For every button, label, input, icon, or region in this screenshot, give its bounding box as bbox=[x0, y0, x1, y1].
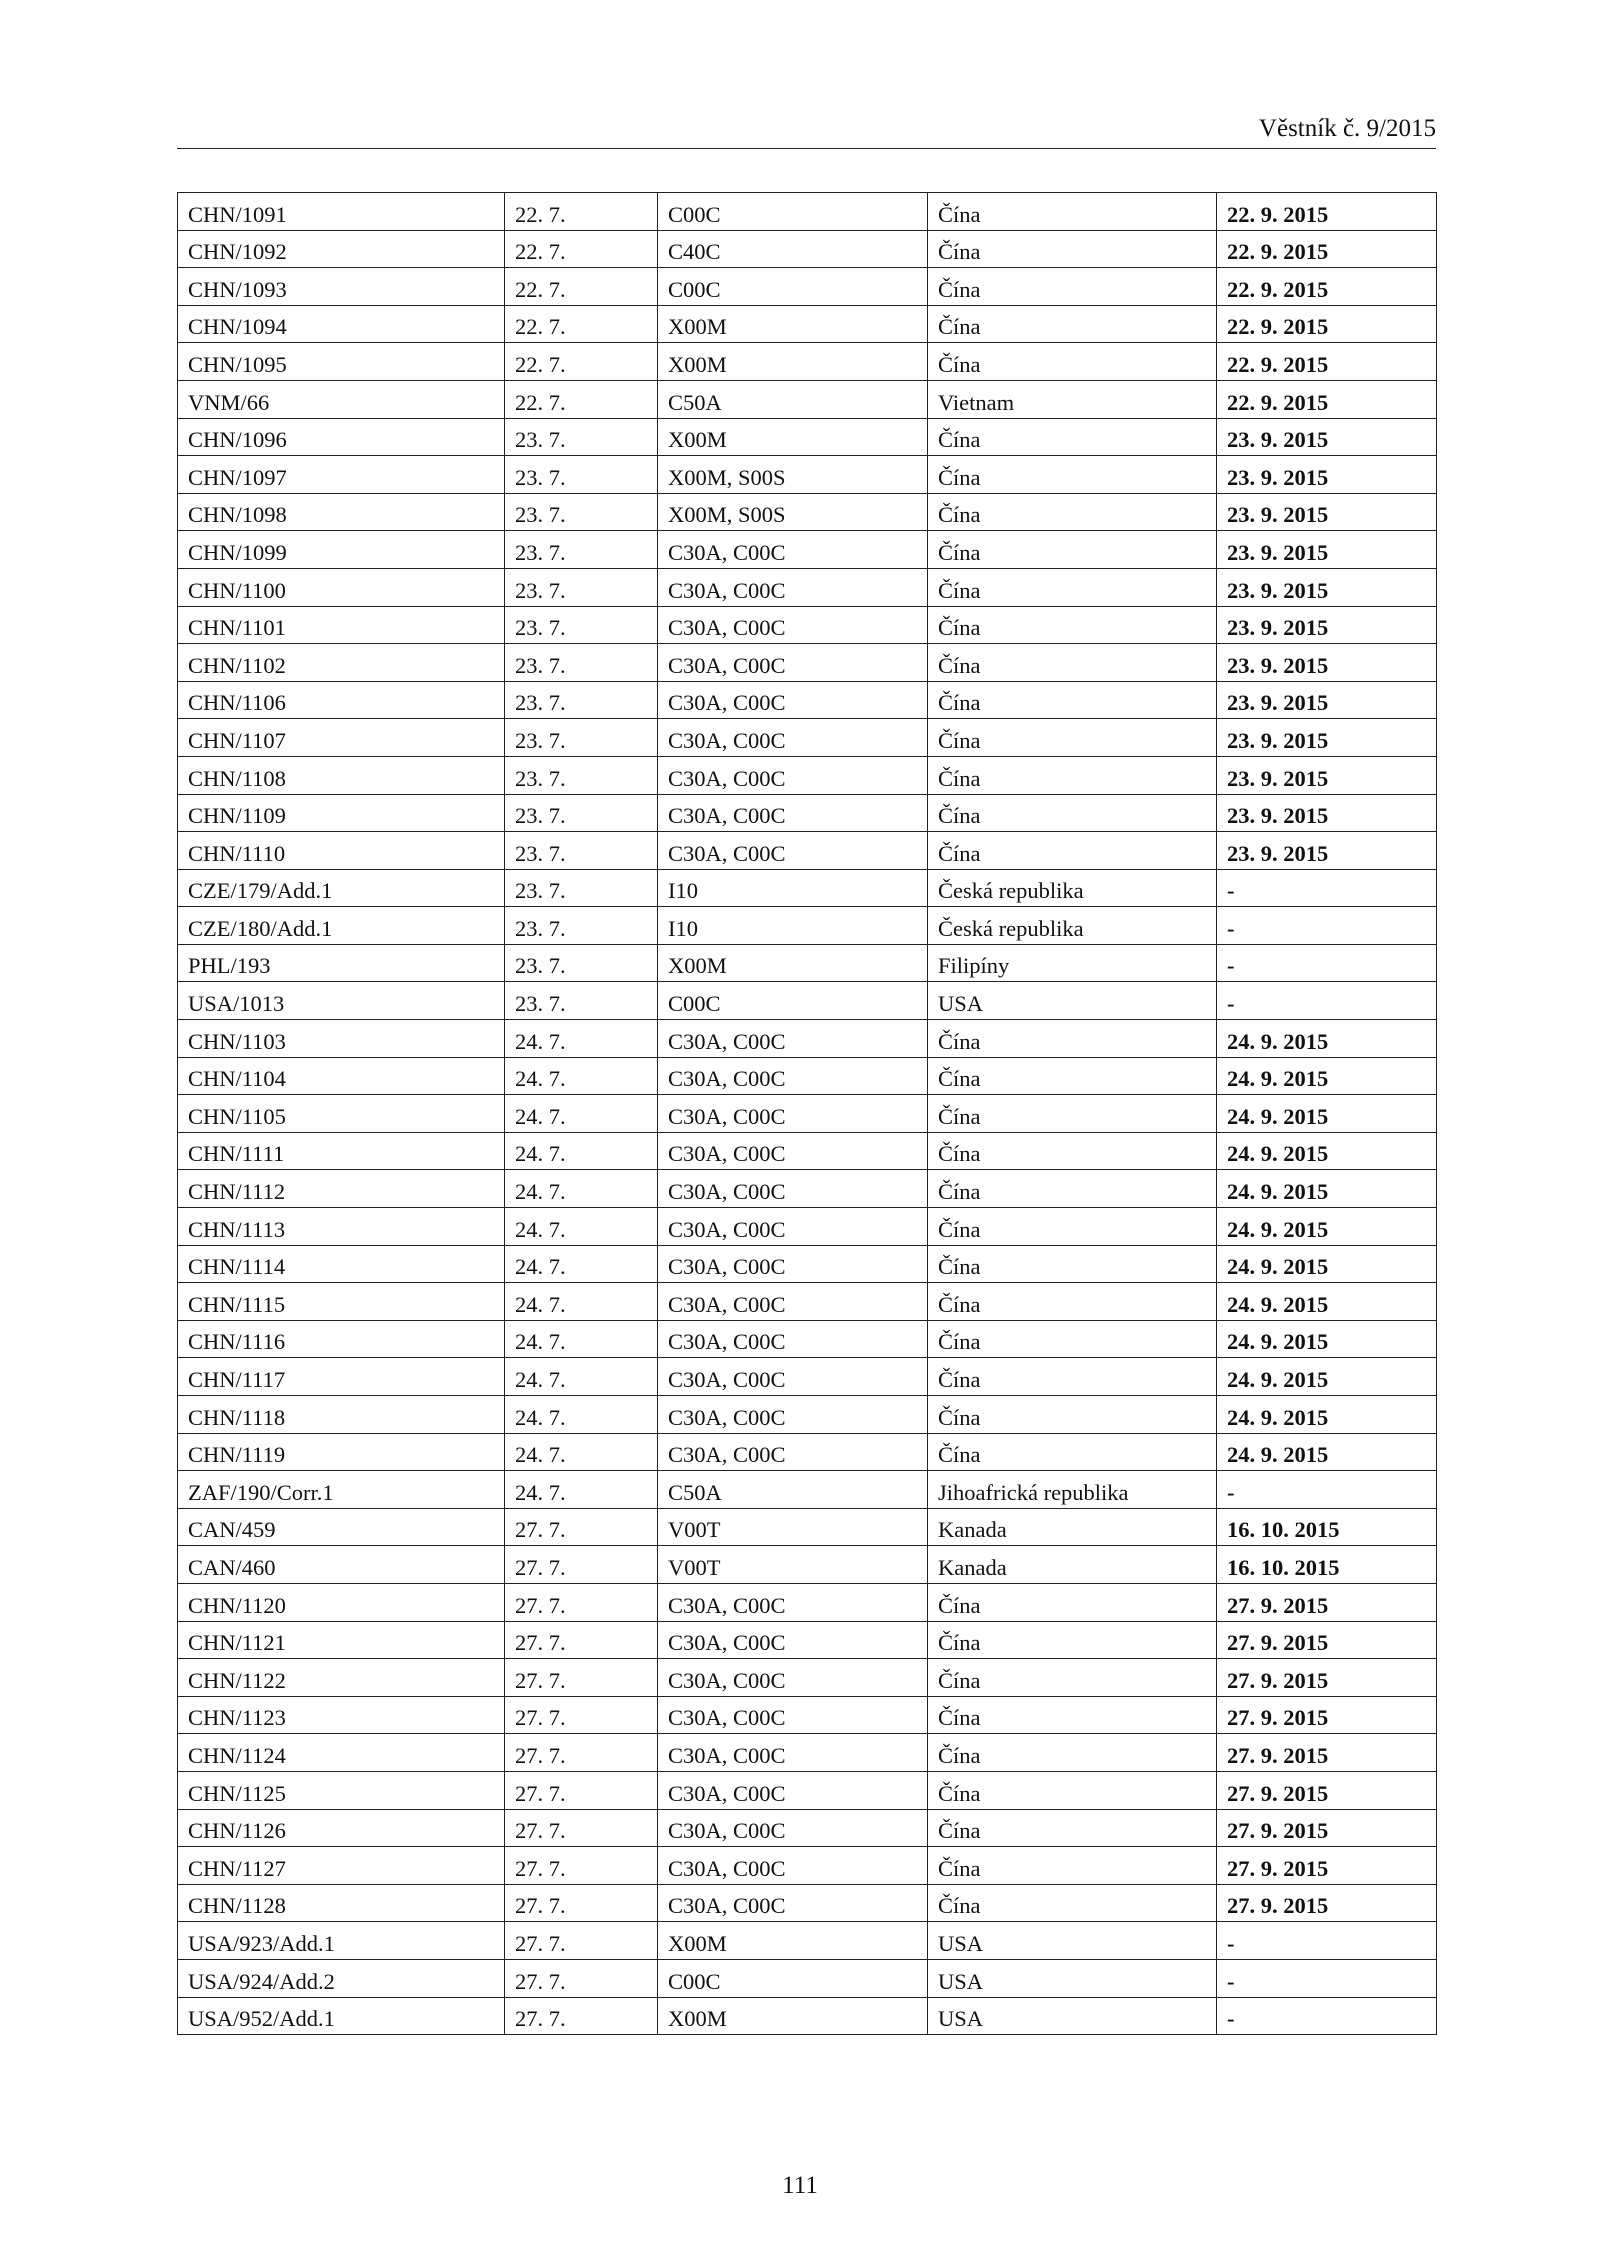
document-code-cell: CHN/1115 bbox=[178, 1283, 505, 1321]
deadline-cell: 24. 9. 2015 bbox=[1217, 1095, 1437, 1133]
document-code-cell: CHN/1114 bbox=[178, 1245, 505, 1283]
country-cell: USA bbox=[928, 1922, 1217, 1960]
country-cell: Čína bbox=[928, 568, 1217, 606]
product-code-cell: X00M bbox=[658, 944, 928, 982]
table-row bbox=[178, 1959, 1437, 1997]
product-code-cell: C30A, C00C bbox=[658, 1020, 928, 1058]
deadline-cell: 23. 9. 2015 bbox=[1217, 531, 1437, 569]
country-cell: USA bbox=[928, 1959, 1217, 1997]
table-row bbox=[178, 343, 1437, 381]
product-code-cell: C30A, C00C bbox=[658, 1132, 928, 1170]
product-code-cell: C30A, C00C bbox=[658, 1245, 928, 1283]
document-code-cell: CHN/1117 bbox=[178, 1358, 505, 1396]
product-code-cell: I10 bbox=[658, 907, 928, 945]
received-date-cell: 27. 7. bbox=[505, 1621, 658, 1659]
product-code-cell: C30A, C00C bbox=[658, 644, 928, 682]
product-code-cell: C30A, C00C bbox=[658, 832, 928, 870]
product-code-cell: C30A, C00C bbox=[658, 681, 928, 719]
product-code-cell: C30A, C00C bbox=[658, 1583, 928, 1621]
product-code-cell: X00M bbox=[658, 1997, 928, 2035]
document-code-cell: USA/952/Add.1 bbox=[178, 1997, 505, 2035]
product-code-cell: I10 bbox=[658, 869, 928, 907]
document-code-cell: USA/923/Add.1 bbox=[178, 1922, 505, 1960]
table-row bbox=[178, 1020, 1437, 1058]
product-code-cell: C00C bbox=[658, 193, 928, 231]
received-date-cell: 23. 7. bbox=[505, 756, 658, 794]
country-cell: Kanada bbox=[928, 1508, 1217, 1546]
product-code-cell: V00T bbox=[658, 1546, 928, 1584]
table-row bbox=[178, 230, 1437, 268]
received-date-cell: 27. 7. bbox=[505, 1546, 658, 1584]
document-code-cell: CHN/1126 bbox=[178, 1809, 505, 1847]
notifications-table bbox=[177, 192, 1437, 2035]
country-cell: Čína bbox=[928, 719, 1217, 757]
deadline-cell: - bbox=[1217, 982, 1437, 1020]
country-cell: Česká republika bbox=[928, 907, 1217, 945]
document-code-cell: CAN/460 bbox=[178, 1546, 505, 1584]
deadline-cell: 27. 9. 2015 bbox=[1217, 1583, 1437, 1621]
deadline-cell: 23. 9. 2015 bbox=[1217, 832, 1437, 870]
received-date-cell: 24. 7. bbox=[505, 1132, 658, 1170]
deadline-cell: 23. 9. 2015 bbox=[1217, 568, 1437, 606]
deadline-cell: 24. 9. 2015 bbox=[1217, 1132, 1437, 1170]
document-code-cell: VNM/66 bbox=[178, 380, 505, 418]
deadline-cell: 23. 9. 2015 bbox=[1217, 606, 1437, 644]
product-code-cell: X00M bbox=[658, 343, 928, 381]
document-code-cell: CHN/1123 bbox=[178, 1696, 505, 1734]
country-cell: Čína bbox=[928, 1208, 1217, 1246]
product-code-cell: C30A, C00C bbox=[658, 1847, 928, 1885]
table-row bbox=[178, 1208, 1437, 1246]
table-row bbox=[178, 982, 1437, 1020]
received-date-cell: 24. 7. bbox=[505, 1358, 658, 1396]
country-cell: Čína bbox=[928, 305, 1217, 343]
document-code-cell: CHN/1109 bbox=[178, 794, 505, 832]
deadline-cell: 24. 9. 2015 bbox=[1217, 1245, 1437, 1283]
table-row bbox=[178, 1997, 1437, 2035]
deadline-cell: 27. 9. 2015 bbox=[1217, 1696, 1437, 1734]
country-cell: Čína bbox=[928, 681, 1217, 719]
document-code-cell: CHN/1098 bbox=[178, 493, 505, 531]
deadline-cell: 24. 9. 2015 bbox=[1217, 1433, 1437, 1471]
document-code-cell: USA/924/Add.2 bbox=[178, 1959, 505, 1997]
received-date-cell: 24. 7. bbox=[505, 1057, 658, 1095]
table-row bbox=[178, 1358, 1437, 1396]
table-row bbox=[178, 794, 1437, 832]
country-cell: Čína bbox=[928, 1734, 1217, 1772]
document-code-cell: CHN/1093 bbox=[178, 268, 505, 306]
document-code-cell: CHN/1110 bbox=[178, 832, 505, 870]
received-date-cell: 27. 7. bbox=[505, 1997, 658, 2035]
country-cell: USA bbox=[928, 1997, 1217, 2035]
table-row bbox=[178, 1320, 1437, 1358]
table-row bbox=[178, 493, 1437, 531]
page-number: 111 bbox=[782, 2172, 818, 2199]
received-date-cell: 27. 7. bbox=[505, 1847, 658, 1885]
received-date-cell: 27. 7. bbox=[505, 1508, 658, 1546]
table-row bbox=[178, 1809, 1437, 1847]
table-row bbox=[178, 606, 1437, 644]
country-cell: Čína bbox=[928, 644, 1217, 682]
received-date-cell: 22. 7. bbox=[505, 268, 658, 306]
deadline-cell: 22. 9. 2015 bbox=[1217, 305, 1437, 343]
received-date-cell: 23. 7. bbox=[505, 907, 658, 945]
product-code-cell: C30A, C00C bbox=[658, 1809, 928, 1847]
document-code-cell: CHN/1116 bbox=[178, 1320, 505, 1358]
product-code-cell: X00M bbox=[658, 418, 928, 456]
table-row bbox=[178, 907, 1437, 945]
document-code-cell: CHN/1101 bbox=[178, 606, 505, 644]
received-date-cell: 23. 7. bbox=[505, 568, 658, 606]
country-cell: Čína bbox=[928, 493, 1217, 531]
country-cell: Čína bbox=[928, 1170, 1217, 1208]
country-cell: Čína bbox=[928, 193, 1217, 231]
country-cell: Kanada bbox=[928, 1546, 1217, 1584]
product-code-cell: X00M, S00S bbox=[658, 493, 928, 531]
country-cell: Čína bbox=[928, 531, 1217, 569]
country-cell: Vietnam bbox=[928, 380, 1217, 418]
country-cell: Čína bbox=[928, 1809, 1217, 1847]
received-date-cell: 27. 7. bbox=[505, 1922, 658, 1960]
product-code-cell: C30A, C00C bbox=[658, 1057, 928, 1095]
product-code-cell: C30A, C00C bbox=[658, 1771, 928, 1809]
table-row bbox=[178, 1508, 1437, 1546]
received-date-cell: 22. 7. bbox=[505, 380, 658, 418]
country-cell: Jihoafrická republika bbox=[928, 1471, 1217, 1509]
table-row bbox=[178, 719, 1437, 757]
deadline-cell: 22. 9. 2015 bbox=[1217, 230, 1437, 268]
received-date-cell: 27. 7. bbox=[505, 1884, 658, 1922]
product-code-cell: C30A, C00C bbox=[658, 1358, 928, 1396]
deadline-cell: 23. 9. 2015 bbox=[1217, 794, 1437, 832]
deadline-cell: - bbox=[1217, 1997, 1437, 2035]
deadline-cell: - bbox=[1217, 1471, 1437, 1509]
country-cell: Filipíny bbox=[928, 944, 1217, 982]
deadline-cell: 27. 9. 2015 bbox=[1217, 1771, 1437, 1809]
received-date-cell: 23. 7. bbox=[505, 606, 658, 644]
deadline-cell: 24. 9. 2015 bbox=[1217, 1208, 1437, 1246]
product-code-cell: C00C bbox=[658, 268, 928, 306]
country-cell: Čína bbox=[928, 1884, 1217, 1922]
table-row bbox=[178, 1471, 1437, 1509]
country-cell: Čína bbox=[928, 832, 1217, 870]
received-date-cell: 23. 7. bbox=[505, 418, 658, 456]
product-code-cell: C30A, C00C bbox=[658, 606, 928, 644]
table-row bbox=[178, 1922, 1437, 1960]
table-row bbox=[178, 531, 1437, 569]
table-row bbox=[178, 832, 1437, 870]
deadline-cell: 23. 9. 2015 bbox=[1217, 644, 1437, 682]
document-code-cell: CHN/1103 bbox=[178, 1020, 505, 1058]
deadline-cell: 24. 9. 2015 bbox=[1217, 1320, 1437, 1358]
product-code-cell: C30A, C00C bbox=[658, 1621, 928, 1659]
deadline-cell: 24. 9. 2015 bbox=[1217, 1020, 1437, 1058]
table-row bbox=[178, 681, 1437, 719]
product-code-cell: C30A, C00C bbox=[658, 1433, 928, 1471]
table-row bbox=[178, 568, 1437, 606]
table-row bbox=[178, 1771, 1437, 1809]
document-code-cell: CHN/1094 bbox=[178, 305, 505, 343]
received-date-cell: 27. 7. bbox=[505, 1771, 658, 1809]
document-code-cell: CHN/1119 bbox=[178, 1433, 505, 1471]
table-row bbox=[178, 1583, 1437, 1621]
received-date-cell: 24. 7. bbox=[505, 1396, 658, 1434]
deadline-cell: 22. 9. 2015 bbox=[1217, 193, 1437, 231]
table-row bbox=[178, 1884, 1437, 1922]
country-cell: Čína bbox=[928, 456, 1217, 494]
country-cell: Čína bbox=[928, 1659, 1217, 1697]
received-date-cell: 22. 7. bbox=[505, 230, 658, 268]
deadline-cell: 16. 10. 2015 bbox=[1217, 1508, 1437, 1546]
table-row bbox=[178, 644, 1437, 682]
deadline-cell: 23. 9. 2015 bbox=[1217, 756, 1437, 794]
country-cell: Čína bbox=[928, 1358, 1217, 1396]
deadline-cell: 23. 9. 2015 bbox=[1217, 456, 1437, 494]
product-code-cell: X00M, S00S bbox=[658, 456, 928, 494]
product-code-cell: C30A, C00C bbox=[658, 794, 928, 832]
country-cell: Čína bbox=[928, 230, 1217, 268]
country-cell: Čína bbox=[928, 1771, 1217, 1809]
received-date-cell: 27. 7. bbox=[505, 1734, 658, 1772]
product-code-cell: C30A, C00C bbox=[658, 1659, 928, 1697]
product-code-cell: C30A, C00C bbox=[658, 1396, 928, 1434]
table-row bbox=[178, 944, 1437, 982]
deadline-cell: 22. 9. 2015 bbox=[1217, 343, 1437, 381]
table-body bbox=[178, 193, 1437, 2035]
table-row bbox=[178, 1621, 1437, 1659]
country-cell: Čína bbox=[928, 343, 1217, 381]
product-code-cell: C30A, C00C bbox=[658, 1170, 928, 1208]
table-row bbox=[178, 456, 1437, 494]
country-cell: Čína bbox=[928, 268, 1217, 306]
document-code-cell: ZAF/190/Corr.1 bbox=[178, 1471, 505, 1509]
product-code-cell: C30A, C00C bbox=[658, 1320, 928, 1358]
country-cell: Čína bbox=[928, 1847, 1217, 1885]
header-title: Věstník č. 9/2015 bbox=[1258, 115, 1436, 142]
product-code-cell: C30A, C00C bbox=[658, 1283, 928, 1321]
table-row bbox=[178, 305, 1437, 343]
document-code-cell: CHN/1099 bbox=[178, 531, 505, 569]
received-date-cell: 27. 7. bbox=[505, 1809, 658, 1847]
deadline-cell: 27. 9. 2015 bbox=[1217, 1809, 1437, 1847]
document-code-cell: CHN/1113 bbox=[178, 1208, 505, 1246]
country-cell: Čína bbox=[928, 1020, 1217, 1058]
table-row bbox=[178, 1847, 1437, 1885]
received-date-cell: 22. 7. bbox=[505, 343, 658, 381]
country-cell: Čína bbox=[928, 1696, 1217, 1734]
document-code-cell: CZE/180/Add.1 bbox=[178, 907, 505, 945]
document-code-cell: CHN/1106 bbox=[178, 681, 505, 719]
deadline-cell: 27. 9. 2015 bbox=[1217, 1659, 1437, 1697]
received-date-cell: 24. 7. bbox=[505, 1433, 658, 1471]
document-code-cell: CHN/1092 bbox=[178, 230, 505, 268]
document-code-cell: CHN/1121 bbox=[178, 1621, 505, 1659]
page-header bbox=[177, 110, 1436, 149]
document-code-cell: CHN/1124 bbox=[178, 1734, 505, 1772]
received-date-cell: 24. 7. bbox=[505, 1283, 658, 1321]
deadline-cell: 22. 9. 2015 bbox=[1217, 380, 1437, 418]
document-code-cell: CHN/1091 bbox=[178, 193, 505, 231]
received-date-cell: 24. 7. bbox=[505, 1471, 658, 1509]
document-code-cell: CZE/179/Add.1 bbox=[178, 869, 505, 907]
country-cell: Čína bbox=[928, 606, 1217, 644]
country-cell: Čína bbox=[928, 1583, 1217, 1621]
product-code-cell: C30A, C00C bbox=[658, 1884, 928, 1922]
received-date-cell: 23. 7. bbox=[505, 681, 658, 719]
table-row bbox=[178, 193, 1437, 231]
received-date-cell: 23. 7. bbox=[505, 531, 658, 569]
document-code-cell: PHL/193 bbox=[178, 944, 505, 982]
table-row bbox=[178, 380, 1437, 418]
deadline-cell: 23. 9. 2015 bbox=[1217, 493, 1437, 531]
received-date-cell: 23. 7. bbox=[505, 719, 658, 757]
document-code-cell: CHN/1128 bbox=[178, 1884, 505, 1922]
table-row bbox=[178, 1245, 1437, 1283]
product-code-cell: C40C bbox=[658, 230, 928, 268]
country-cell: Čína bbox=[928, 1283, 1217, 1321]
document-code-cell: CHN/1100 bbox=[178, 568, 505, 606]
deadline-cell: 24. 9. 2015 bbox=[1217, 1396, 1437, 1434]
product-code-cell: C50A bbox=[658, 380, 928, 418]
deadline-cell: - bbox=[1217, 869, 1437, 907]
received-date-cell: 27. 7. bbox=[505, 1659, 658, 1697]
document-code-cell: CHN/1122 bbox=[178, 1659, 505, 1697]
deadline-cell: - bbox=[1217, 907, 1437, 945]
product-code-cell: X00M bbox=[658, 1922, 928, 1960]
deadline-cell: - bbox=[1217, 944, 1437, 982]
deadline-cell: 27. 9. 2015 bbox=[1217, 1734, 1437, 1772]
document-code-cell: USA/1013 bbox=[178, 982, 505, 1020]
deadline-cell: 23. 9. 2015 bbox=[1217, 681, 1437, 719]
deadline-cell: 27. 9. 2015 bbox=[1217, 1847, 1437, 1885]
document-code-cell: CHN/1096 bbox=[178, 418, 505, 456]
table-row bbox=[178, 418, 1437, 456]
product-code-cell: X00M bbox=[658, 305, 928, 343]
product-code-cell: C30A, C00C bbox=[658, 568, 928, 606]
table-row bbox=[178, 1095, 1437, 1133]
country-cell: Čína bbox=[928, 1132, 1217, 1170]
table-row bbox=[178, 869, 1437, 907]
product-code-cell: C30A, C00C bbox=[658, 1208, 928, 1246]
table-row bbox=[178, 1433, 1437, 1471]
document-code-cell: CHN/1112 bbox=[178, 1170, 505, 1208]
deadline-cell: 23. 9. 2015 bbox=[1217, 418, 1437, 456]
document-code-cell: CHN/1111 bbox=[178, 1132, 505, 1170]
table-row bbox=[178, 1659, 1437, 1697]
country-cell: Čína bbox=[928, 1245, 1217, 1283]
country-cell: Čína bbox=[928, 418, 1217, 456]
received-date-cell: 24. 7. bbox=[505, 1170, 658, 1208]
table-row bbox=[178, 268, 1437, 306]
received-date-cell: 23. 7. bbox=[505, 982, 658, 1020]
received-date-cell: 27. 7. bbox=[505, 1696, 658, 1734]
table-row bbox=[178, 1734, 1437, 1772]
received-date-cell: 24. 7. bbox=[505, 1095, 658, 1133]
product-code-cell: C00C bbox=[658, 982, 928, 1020]
received-date-cell: 23. 7. bbox=[505, 493, 658, 531]
deadline-cell: 22. 9. 2015 bbox=[1217, 268, 1437, 306]
table-row bbox=[178, 756, 1437, 794]
product-code-cell: C30A, C00C bbox=[658, 1095, 928, 1133]
deadline-cell: 23. 9. 2015 bbox=[1217, 719, 1437, 757]
document-code-cell: CHN/1108 bbox=[178, 756, 505, 794]
document-code-cell: CHN/1097 bbox=[178, 456, 505, 494]
product-code-cell: C30A, C00C bbox=[658, 719, 928, 757]
document-code-cell: CHN/1120 bbox=[178, 1583, 505, 1621]
document-code-cell: CHN/1107 bbox=[178, 719, 505, 757]
country-cell: Čína bbox=[928, 794, 1217, 832]
received-date-cell: 23. 7. bbox=[505, 832, 658, 870]
document-code-cell: CAN/459 bbox=[178, 1508, 505, 1546]
country-cell: Čína bbox=[928, 1433, 1217, 1471]
country-cell: Čína bbox=[928, 1396, 1217, 1434]
received-date-cell: 27. 7. bbox=[505, 1959, 658, 1997]
document-code-cell: CHN/1104 bbox=[178, 1057, 505, 1095]
received-date-cell: 22. 7. bbox=[505, 305, 658, 343]
table-row bbox=[178, 1546, 1437, 1584]
product-code-cell: C30A, C00C bbox=[658, 531, 928, 569]
received-date-cell: 24. 7. bbox=[505, 1245, 658, 1283]
document-code-cell: CHN/1102 bbox=[178, 644, 505, 682]
product-code-cell: V00T bbox=[658, 1508, 928, 1546]
deadline-cell: 24. 9. 2015 bbox=[1217, 1358, 1437, 1396]
received-date-cell: 23. 7. bbox=[505, 456, 658, 494]
product-code-cell: C50A bbox=[658, 1471, 928, 1509]
country-cell: Česká republika bbox=[928, 869, 1217, 907]
deadline-cell: 24. 9. 2015 bbox=[1217, 1170, 1437, 1208]
table-row bbox=[178, 1696, 1437, 1734]
received-date-cell: 23. 7. bbox=[505, 644, 658, 682]
table-row bbox=[178, 1283, 1437, 1321]
country-cell: Čína bbox=[928, 1621, 1217, 1659]
product-code-cell: C30A, C00C bbox=[658, 1696, 928, 1734]
document-code-cell: CHN/1118 bbox=[178, 1396, 505, 1434]
product-code-cell: C30A, C00C bbox=[658, 1734, 928, 1772]
table-row bbox=[178, 1132, 1437, 1170]
received-date-cell: 27. 7. bbox=[505, 1583, 658, 1621]
document-code-cell: CHN/1105 bbox=[178, 1095, 505, 1133]
document-code-cell: CHN/1125 bbox=[178, 1771, 505, 1809]
received-date-cell: 22. 7. bbox=[505, 193, 658, 231]
deadline-cell: - bbox=[1217, 1959, 1437, 1997]
document-code-cell: CHN/1127 bbox=[178, 1847, 505, 1885]
received-date-cell: 24. 7. bbox=[505, 1020, 658, 1058]
country-cell: Čína bbox=[928, 756, 1217, 794]
country-cell: Čína bbox=[928, 1095, 1217, 1133]
deadline-cell: 27. 9. 2015 bbox=[1217, 1884, 1437, 1922]
deadline-cell: - bbox=[1217, 1922, 1437, 1960]
table-row bbox=[178, 1170, 1437, 1208]
document-code-cell: CHN/1095 bbox=[178, 343, 505, 381]
product-code-cell: C00C bbox=[658, 1959, 928, 1997]
received-date-cell: 23. 7. bbox=[505, 944, 658, 982]
product-code-cell: C30A, C00C bbox=[658, 756, 928, 794]
table-row bbox=[178, 1057, 1437, 1095]
deadline-cell: 24. 9. 2015 bbox=[1217, 1283, 1437, 1321]
received-date-cell: 23. 7. bbox=[505, 794, 658, 832]
country-cell: Čína bbox=[928, 1057, 1217, 1095]
deadline-cell: 27. 9. 2015 bbox=[1217, 1621, 1437, 1659]
deadline-cell: 16. 10. 2015 bbox=[1217, 1546, 1437, 1584]
received-date-cell: 24. 7. bbox=[505, 1208, 658, 1246]
received-date-cell: 24. 7. bbox=[505, 1320, 658, 1358]
country-cell: Čína bbox=[928, 1320, 1217, 1358]
table-row bbox=[178, 1396, 1437, 1434]
received-date-cell: 23. 7. bbox=[505, 869, 658, 907]
country-cell: USA bbox=[928, 982, 1217, 1020]
deadline-cell: 24. 9. 2015 bbox=[1217, 1057, 1437, 1095]
